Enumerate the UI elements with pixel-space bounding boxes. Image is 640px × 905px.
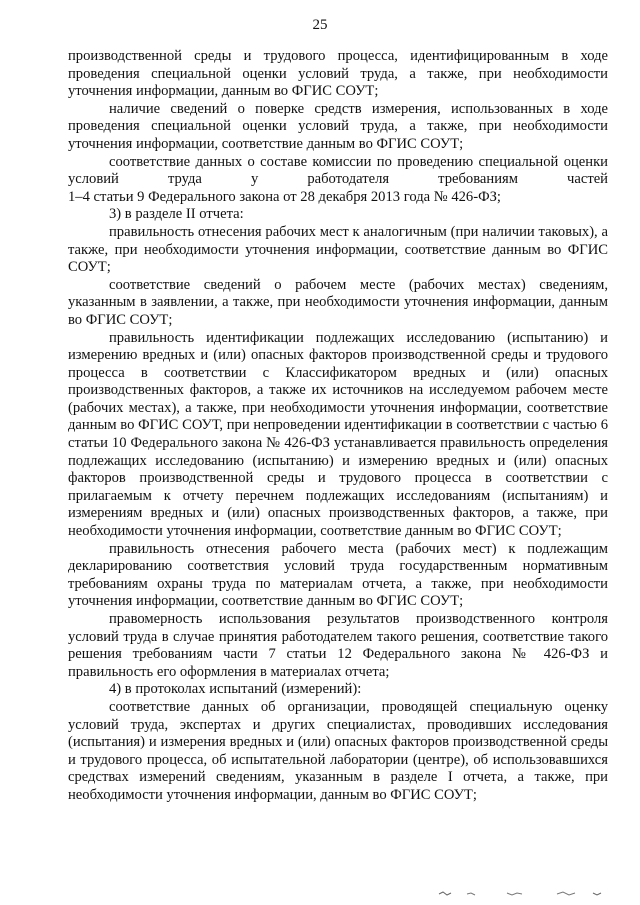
paragraph: 1–4 статьи 9 Федерального закона от 28 декабря 2013 года № 426-ФЗ; xyxy=(68,188,501,205)
paragraph: 4) в протоколах испытаний (измерений): xyxy=(109,681,362,698)
page-number: 25 xyxy=(312,17,328,33)
paragraph: 3) в разделе II отчета: xyxy=(109,206,244,223)
paragraph: наличие сведений о поверке средств измерения, использованных в ходе проведения специальной оценки условий труда, а также, при необходимости уточнения информации, соответствие данным во ФГИС СОУТ; xyxy=(68,100,608,152)
paragraph: правильность отнесения рабочего места (рабочих мест) к подлежащим декларированию соответствия условий труда государственным нормативным требованиям охраны труда по материалам отчета, а также, при необходимости уточнения информации, соответствие данным во ФГИС СОУТ; xyxy=(68,540,608,610)
paragraph: производственной среды и трудового процесса, идентифицированным в ходе проведения специальной оценки условий труда, а также, при необходимости уточнения информации, данным во ФГИС СОУТ; xyxy=(68,48,608,100)
paragraph: соответствие сведений о рабочем месте (рабочих местах) сведениям, указанным в заявлении, а также, при необходимости уточнения информации, данным во ФГИС СОУТ; xyxy=(68,276,608,328)
paragraph: соответствие данных о составе комиссии по проведению специальной оценки условий труда у работодателя требованиям частей xyxy=(68,153,608,188)
paragraph: правомерность использования результатов производственного контроля условий труда в случае принятия работодателем такого решения, соответствие такого решения требованиям части 7 статьи 12 Федерального закона № 426-ФЗ и правильность его оформления в материалах отчета; xyxy=(68,611,608,680)
scan-artifact-marks xyxy=(437,889,607,897)
paragraph: правильность идентификации подлежащих исследованию (испытанию) и измерению вредных и (или) опасных факторов производственной среды и трудового процесса в соответствии с Классификатором вредных и (или) опасных производственных факторов, а также их источников на исследуемом рабочем месте (рабочих местах), а также, при необходимости уточнения информации, соответствие данным во ФГИС СОУТ, при непроведении идентификации в соответствии с частью 6 статьи 10 Федерального закона № 426-ФЗ устанавливается правильность определения подлежащих исследованию (испытанию) и измерению вредных и (или) опасных факторов производственной среды и трудового процесса в соответствии с прилагаемым к отчету перечнем подлежащих исследованиям (испытаниям) и измерениям вредных и (или) опасных производственных факторов, а также, при необходимости уточнения информации, соответствие данным во ФГИС СОУТ; xyxy=(68,329,608,540)
paragraph: правильность отнесения рабочих мест к аналогичным (при наличии таковых), а также, при необходимости уточнения информации, соответствие данным во ФГИС СОУТ; xyxy=(68,223,608,276)
paragraph: соответствие данных об организации, проводящей специальную оценку условий труда, экспертах и других специалистах, проводивших исследования (испытания) и измерения вредных и (или) опасных факторов производственной среды и трудового процесса, об испытательной лаборатории (центре), об использовавшихся средствах измерений сведениям, указанным в разделе I отчета, а также, при необходимости уточнения информации, данным во ФГИС СОУТ; xyxy=(68,698,608,803)
document-body xyxy=(68,48,608,805)
